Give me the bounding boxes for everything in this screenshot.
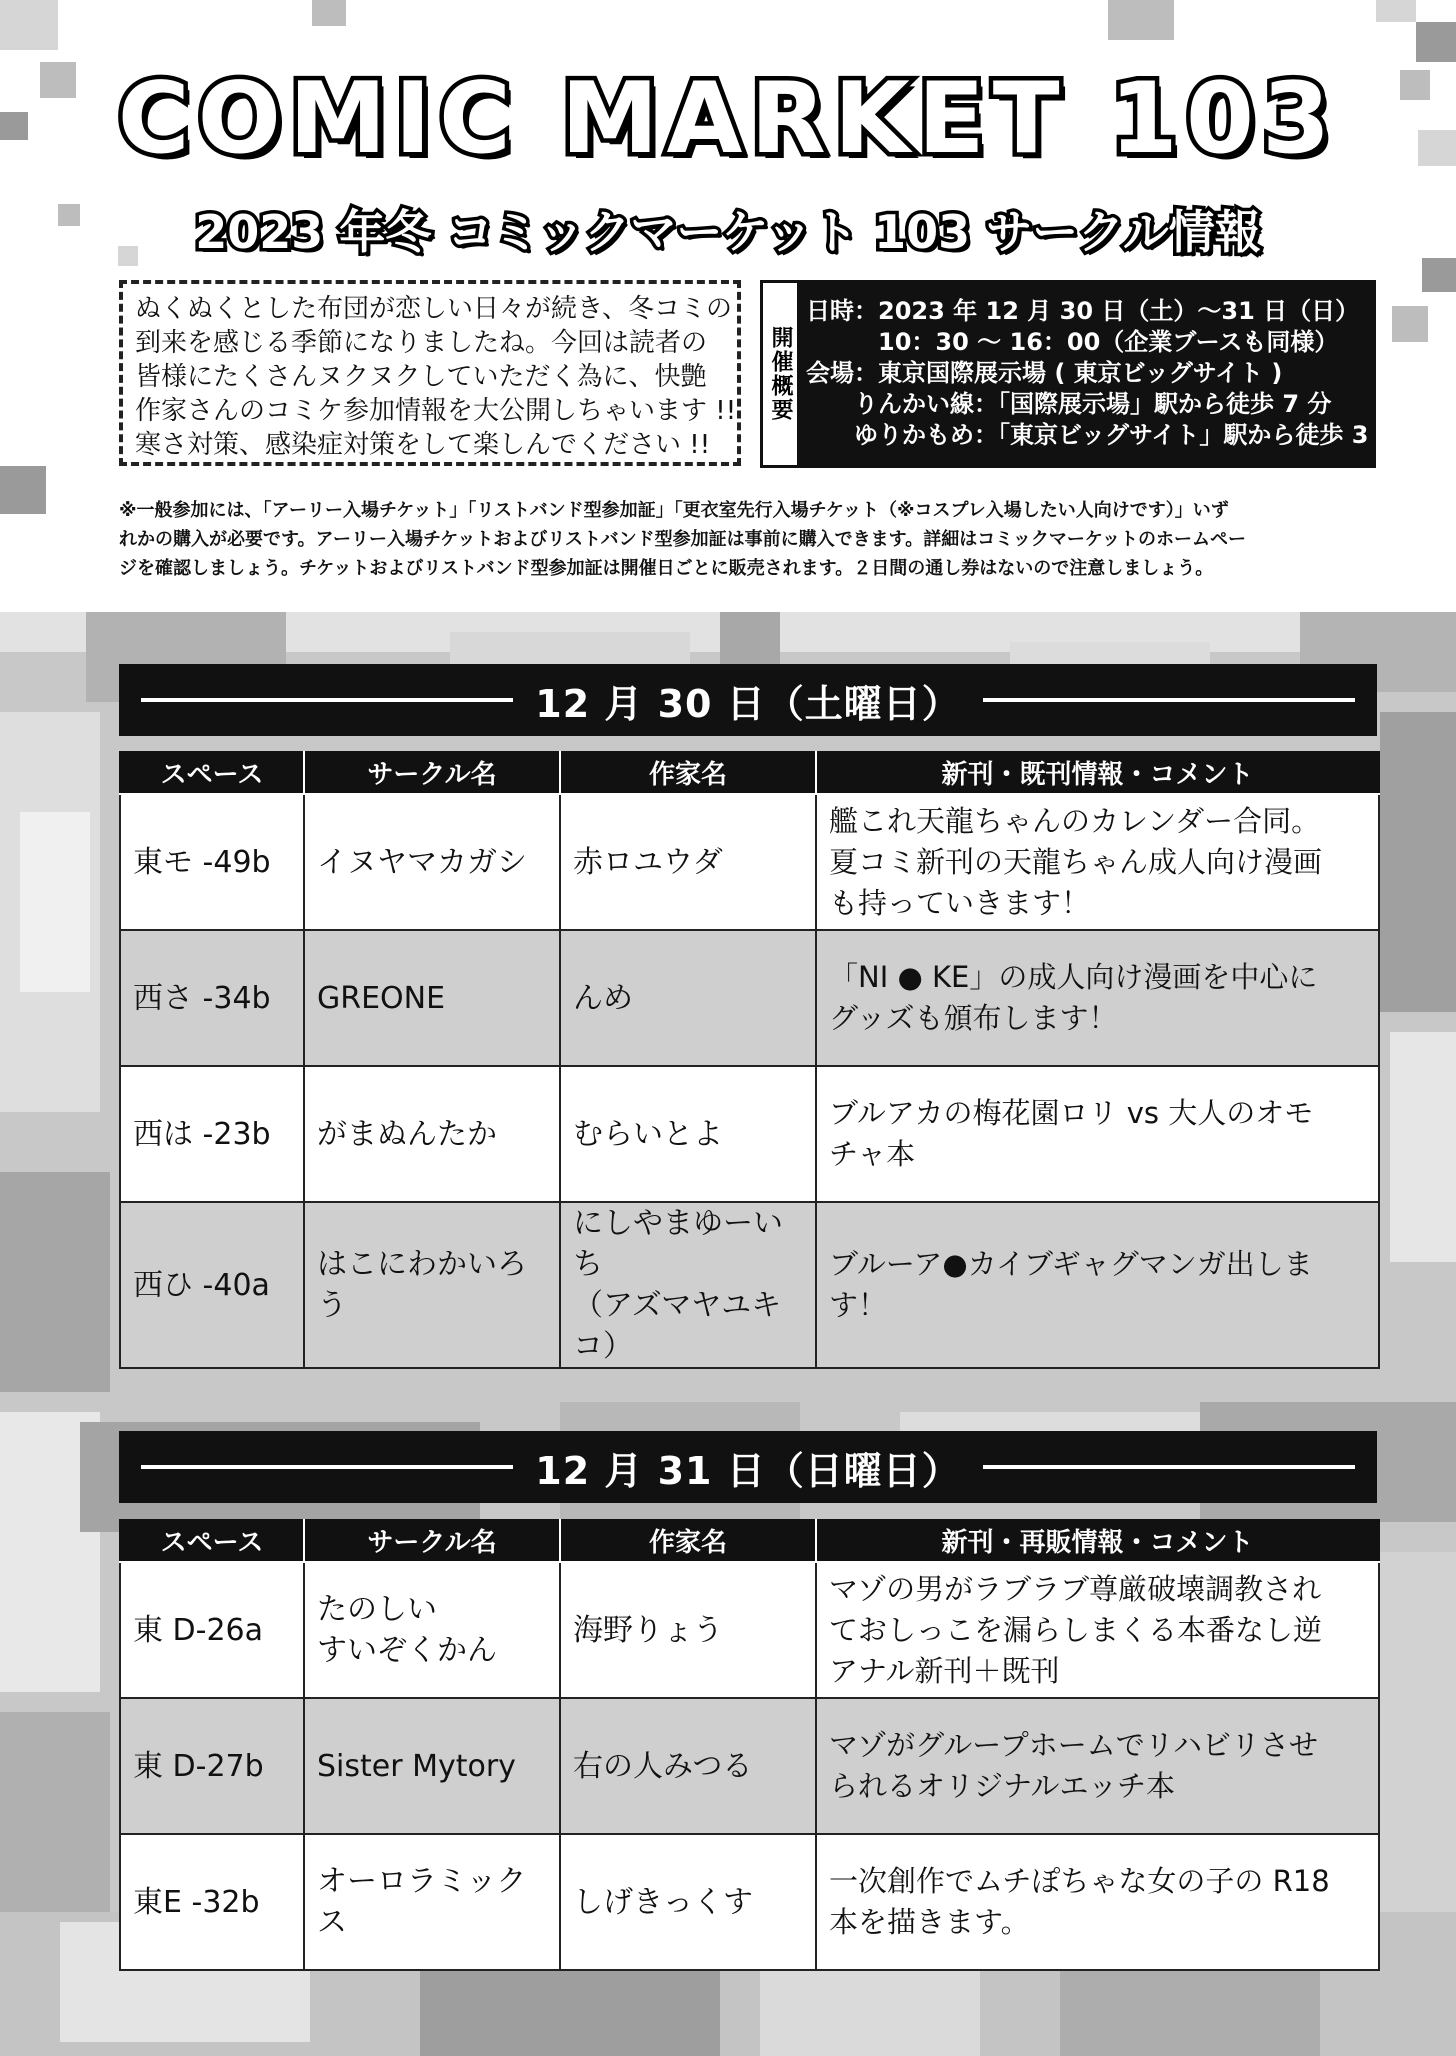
column-header-circle: サークル名 bbox=[304, 1519, 560, 1562]
intro-line: 皆様にたくさんヌクヌクしていただく為に、快艶 bbox=[135, 362, 707, 392]
circle-cell bbox=[304, 794, 560, 930]
comment-cell bbox=[816, 794, 1379, 930]
circle-cell bbox=[304, 1698, 560, 1834]
day1-circle-table bbox=[119, 751, 1380, 1369]
comment-cell bbox=[816, 1562, 1379, 1698]
comment-line: ブルアカの梅花園ロリ vs 大人のオモ bbox=[829, 1096, 1314, 1130]
notice-line: れかの購入が必要です。アーリー入場チケットおよびリストバンド型参加証は事前に購入できます。詳細はコミックマーケットのホームペー bbox=[119, 529, 1246, 550]
column-header-space: スペース bbox=[120, 1519, 304, 1562]
comment-cell bbox=[816, 1698, 1379, 1834]
comment-cell bbox=[816, 1834, 1379, 1970]
circle-line: はこにわかいろう bbox=[317, 1247, 527, 1323]
comment-line: 「NI ● KE」の成人向け漫画を中心に bbox=[829, 960, 1318, 994]
table-row bbox=[120, 930, 1379, 1066]
circle-cell bbox=[304, 1834, 560, 1970]
table-row bbox=[120, 1698, 1379, 1834]
author-cell bbox=[560, 1202, 816, 1368]
author-line: 海野りょう bbox=[573, 1612, 723, 1648]
table-header-row bbox=[120, 751, 1379, 794]
table-header-row bbox=[120, 1519, 1379, 1562]
overview-line: ゆりかもめ：「東京ビッグサイト」駅から徒歩 3 分 bbox=[806, 421, 1401, 449]
author-line: しげきっくす bbox=[573, 1884, 753, 1920]
author-cell bbox=[560, 930, 816, 1066]
decor-square bbox=[0, 466, 46, 514]
comment-line: 本を描きます。 bbox=[829, 1905, 1030, 1939]
circle-cell bbox=[304, 1066, 560, 1202]
day1-heading bbox=[119, 664, 1377, 736]
column-header-author: 作家名 bbox=[560, 751, 816, 794]
page-title: COMIC MARKET 103 bbox=[117, 62, 1339, 176]
comment-line: も持っていきます！ bbox=[829, 885, 1091, 920]
author-cell bbox=[560, 1562, 816, 1698]
column-header-author: 作家名 bbox=[560, 1519, 816, 1562]
comment-line: す！ bbox=[829, 1288, 888, 1322]
comment-line: られるオリジナルエッチ本 bbox=[829, 1769, 1175, 1803]
pattern-tile bbox=[0, 1712, 110, 1912]
space-cell: 東E -32b bbox=[120, 1834, 304, 1970]
heading-rule bbox=[141, 1465, 513, 1469]
heading-rule bbox=[141, 698, 513, 702]
comment-line: マゾがグループホームでリハビリさせ bbox=[829, 1728, 1318, 1762]
overview-line: 10：30 ～ 16：00（企業ブースも同様） bbox=[806, 328, 1339, 356]
participation-notice bbox=[119, 496, 1379, 583]
pattern-tile bbox=[1380, 1552, 1456, 1972]
author-cell bbox=[560, 1066, 816, 1202]
space-cell: 東 D-26a bbox=[120, 1562, 304, 1698]
column-header-comment: 新刊・再販情報・コメント bbox=[816, 1519, 1379, 1562]
day1-heading-text: 12 月 30 日（土曜日） bbox=[535, 681, 961, 726]
day2-circle-table bbox=[119, 1519, 1380, 1971]
author-line: むらいとよ bbox=[573, 1116, 723, 1152]
circle-cell bbox=[304, 1202, 560, 1368]
author-line: 右の人みつる bbox=[573, 1748, 753, 1784]
decor-square bbox=[1376, 0, 1416, 22]
notice-line: ジを確認しましょう。チケットおよびリストバンド型参加証は開催日ごとに販売されます。２日間の通し券はないので注意しましょう。 bbox=[119, 558, 1214, 579]
circle-line: Sister Mytory bbox=[317, 1748, 516, 1784]
circle-cell bbox=[304, 1562, 560, 1698]
space-cell: 西さ -34b bbox=[120, 930, 304, 1066]
intro-box bbox=[119, 280, 741, 466]
day2-heading bbox=[119, 1431, 1377, 1503]
comment-cell bbox=[816, 930, 1379, 1066]
notice-line: ※一般参加には、「アーリー入場チケット」「リストバンド型参加証」「更衣室先行入場チケット（※コスプレ入場したい人向けです）」いず bbox=[119, 500, 1229, 521]
table-row bbox=[120, 794, 1379, 930]
intro-line: ぬくぬくとした布団が恋しい日々が続き、冬コミの bbox=[135, 294, 732, 324]
table-row bbox=[120, 1834, 1379, 1970]
overview-tag: 開催概要 bbox=[760, 280, 800, 468]
comment-cell bbox=[816, 1202, 1379, 1368]
circle-line: イヌヤマカガシ bbox=[317, 844, 527, 880]
comment-line: 艦これ天龍ちゃんのカレンダー合同。 bbox=[829, 803, 1321, 838]
decor-square bbox=[1416, 22, 1456, 62]
comment-line: ブルーア●カイブギャグマンガ出しま bbox=[829, 1247, 1313, 1281]
decor-square bbox=[1422, 258, 1456, 292]
overview-line: 日時：2023 年 12 月 30 日（土）～31 日（日） bbox=[806, 297, 1360, 325]
comment-line: マゾの男がラブラブ尊厳破壊調教され bbox=[829, 1571, 1322, 1606]
comment-line: グッズも頒布します！ bbox=[829, 1001, 1118, 1035]
circle-line: GREONE bbox=[317, 980, 446, 1016]
overview-details bbox=[806, 296, 1401, 451]
author-line: （アズマヤユキコ） bbox=[573, 1288, 782, 1364]
comment-line: ておしっこを漏らしまくる本番なし逆 bbox=[829, 1612, 1323, 1647]
table-row bbox=[120, 1562, 1379, 1698]
circle-line: オーロラミックス bbox=[317, 1864, 527, 1940]
page-subtitle: 2023 年冬 コミックマーケット 103 サークル情報 bbox=[195, 205, 1261, 259]
space-cell: 西ひ -40a bbox=[120, 1202, 304, 1368]
decor-square bbox=[312, 0, 346, 26]
author-cell bbox=[560, 1698, 816, 1834]
overview-line: りんかい線：「国際展示場」駅から徒歩 7 分 bbox=[806, 390, 1332, 418]
intro-line: 寒さ対策、感染症対策をして楽しんでください !! bbox=[135, 430, 711, 460]
author-cell bbox=[560, 794, 816, 930]
space-cell: 西は -23b bbox=[120, 1066, 304, 1202]
column-header-space: スペース bbox=[120, 751, 304, 794]
table-row bbox=[120, 1066, 1379, 1202]
decor-square bbox=[1108, 0, 1174, 40]
intro-line: 作家さんのコミケ参加情報を大公開しちゃいます !! bbox=[135, 396, 737, 426]
author-line: にしやまゆーいち bbox=[573, 1206, 783, 1282]
space-cell: 東 D-27b bbox=[120, 1698, 304, 1834]
heading-rule bbox=[983, 1465, 1355, 1469]
comment-cell bbox=[816, 1066, 1379, 1202]
heading-rule bbox=[983, 698, 1355, 702]
pattern-tile bbox=[0, 1172, 110, 1392]
event-overview-box bbox=[760, 280, 1401, 468]
pattern-tile bbox=[20, 812, 90, 992]
author-line: んめ bbox=[573, 980, 633, 1016]
day2-heading-text: 12 月 31 日（日曜日） bbox=[535, 1448, 961, 1493]
circle-line: すいぞくかん bbox=[317, 1633, 497, 1668]
table-row bbox=[120, 1202, 1379, 1368]
intro-line: 到来を感じる季節になりましたね。今回は読者の bbox=[135, 328, 708, 358]
comment-line: 夏コミ新刊の天龍ちゃん成人向け漫画 bbox=[829, 844, 1323, 879]
decor-square bbox=[0, 0, 58, 50]
pattern-tile bbox=[1380, 712, 1456, 1012]
author-cell bbox=[560, 1834, 816, 1970]
circle-line: がまぬんたか bbox=[317, 1116, 497, 1152]
circle-cell bbox=[304, 930, 560, 1066]
pattern-tile bbox=[1390, 1032, 1456, 1262]
comment-line: 一次創作でムチぽちゃな女の子の R18 bbox=[829, 1864, 1330, 1898]
column-header-circle: サークル名 bbox=[304, 751, 560, 794]
comment-line: チャ本 bbox=[829, 1137, 916, 1171]
circle-line: たのしい bbox=[317, 1592, 437, 1627]
comment-line: アナル新刊＋既刊 bbox=[829, 1653, 1060, 1688]
space-cell: 東モ -49b bbox=[120, 794, 304, 930]
overview-line: 会場：東京国際展示場 ( 東京ビッグサイト ) bbox=[806, 359, 1283, 387]
author-line: 赤ロユウダ bbox=[573, 844, 723, 880]
column-header-comment: 新刊・既刊情報・コメント bbox=[816, 751, 1379, 794]
